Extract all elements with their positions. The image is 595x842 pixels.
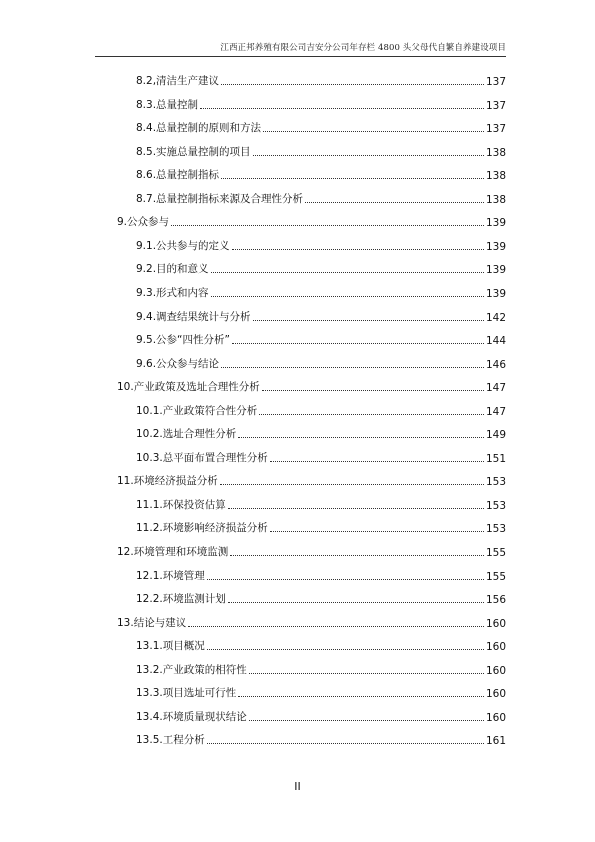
toc-entry[interactable] xyxy=(136,567,506,583)
toc-entry[interactable] xyxy=(136,237,506,253)
toc-entry-label: 9.6.公众参与结论 xyxy=(136,357,220,370)
toc-entry[interactable] xyxy=(136,190,506,206)
toc-entry-page: 138 xyxy=(485,170,506,183)
toc-entry-label: 11.1.环保投资估算 xyxy=(136,498,226,511)
toc-entry[interactable] xyxy=(136,166,506,182)
toc-entry-label: 8.5.实施总量控制的项目 xyxy=(136,145,251,158)
toc-entry[interactable] xyxy=(117,543,506,559)
toc-entry-page: 156 xyxy=(485,594,506,607)
toc-dot-leader xyxy=(228,508,484,509)
toc-dot-leader xyxy=(221,367,484,368)
toc-entry[interactable] xyxy=(136,425,506,441)
toc-entry-label: 10.产业政策及选址合理性分析 xyxy=(117,381,260,394)
toc-entry-label: 8.2,清洁生产建议 xyxy=(136,75,220,87)
toc-entry[interactable] xyxy=(117,378,506,394)
toc-entry-label: 13.结论与建议 xyxy=(117,616,187,629)
toc-dot-leader xyxy=(270,531,484,532)
toc-dot-leader xyxy=(238,437,484,438)
toc-entry-label: 11.环境经济损益分析 xyxy=(117,475,218,488)
toc-entry-label: 8.6.总量控制指标 xyxy=(136,169,220,182)
toc-entry-page: 137 xyxy=(485,76,506,88)
toc-entry[interactable] xyxy=(136,308,506,324)
toc-dot-leader xyxy=(211,272,484,273)
toc-entry[interactable] xyxy=(136,708,506,724)
toc-entry[interactable] xyxy=(136,590,506,606)
toc-entry-label: 9.1.公共参与的定义 xyxy=(136,239,230,252)
toc-entry-page: 139 xyxy=(485,264,506,277)
toc-dot-leader xyxy=(270,461,484,462)
toc-entry-page: 142 xyxy=(485,311,506,324)
toc-entry[interactable] xyxy=(136,731,506,747)
toc-dot-leader xyxy=(253,155,484,156)
toc-dot-leader xyxy=(259,414,484,415)
toc-entry-label: 9.2.目的和意义 xyxy=(136,263,209,276)
toc-entry-label: 13.2.产业政策的相符性 xyxy=(136,663,247,676)
toc-entry-label: 8.3.总量控制 xyxy=(136,98,199,111)
toc-entry-page: 153 xyxy=(485,523,506,536)
toc-entry[interactable] xyxy=(136,260,506,276)
toc-entry-label: 9.4.调查结果统计与分析 xyxy=(136,310,251,323)
toc-entry[interactable] xyxy=(117,472,506,488)
toc-entry-page: 138 xyxy=(485,193,506,206)
toc-entry-label: 13.5.工程分析 xyxy=(136,734,205,747)
toc-entry-label: 9.公众参与 xyxy=(117,216,170,229)
toc-dot-leader xyxy=(305,202,484,203)
toc-entry[interactable] xyxy=(136,637,506,653)
toc-entry-page: 139 xyxy=(485,287,506,300)
toc-dot-leader xyxy=(220,484,484,485)
toc-entry-page: 155 xyxy=(485,570,506,583)
header-rule xyxy=(95,56,506,57)
toc-entry-page: 137 xyxy=(485,123,506,136)
toc-entry[interactable] xyxy=(117,614,506,630)
toc-entry[interactable] xyxy=(117,213,506,229)
toc-dot-leader xyxy=(238,696,484,697)
toc-dot-leader xyxy=(232,249,484,250)
toc-entry-page: 139 xyxy=(485,240,506,253)
toc-entry-page: 139 xyxy=(485,217,506,230)
toc-entry-page: 160 xyxy=(485,664,506,677)
toc-entry-label: 13.3.项目选址可行性 xyxy=(136,687,237,700)
toc-dot-leader xyxy=(221,84,484,85)
toc-dot-leader xyxy=(207,649,484,650)
toc-dot-leader xyxy=(253,320,484,321)
toc-entry-label: 8.4.总量控制的原则和方法 xyxy=(136,122,262,135)
toc-dot-leader xyxy=(249,673,484,674)
toc-entry-page: 137 xyxy=(485,99,506,112)
toc-entry[interactable] xyxy=(136,96,506,112)
toc-entry-label: 10.3.总平面布置合理性分析 xyxy=(136,451,268,464)
running-header: 江西正邦养殖有限公司吉安分公司年存栏 4800 头父母代自繁自养建设项目 xyxy=(220,43,506,53)
toc-dot-leader xyxy=(207,743,484,744)
toc-entry-label: 12.环境管理和环境监测 xyxy=(117,546,229,558)
toc-entry-label: 10.1.产业政策符合性分析 xyxy=(136,404,258,417)
toc-entry-label: 13.4.环境质量现状结论 xyxy=(136,710,247,723)
toc-entry[interactable] xyxy=(136,661,506,677)
toc-entry[interactable] xyxy=(136,284,506,300)
toc-entry[interactable] xyxy=(136,449,506,465)
toc-dot-leader xyxy=(249,720,484,721)
toc-entry-label: 8.7.总量控制指标来源及合理性分析 xyxy=(136,192,304,205)
toc-entry-page: 138 xyxy=(485,146,506,159)
toc-entry[interactable] xyxy=(136,402,506,418)
toc-entry[interactable] xyxy=(136,684,506,700)
toc-entry-page: 147 xyxy=(485,405,506,418)
toc-entry-page: 161 xyxy=(485,735,506,748)
toc-entry-label: 9.3.形式和内容 xyxy=(136,286,209,299)
toc-entry-page: 155 xyxy=(485,547,506,559)
toc-entry-label: 9.5.公参“四性分析” xyxy=(136,334,230,347)
toc-entry-label: 12.2.环境监测计划 xyxy=(136,593,226,606)
toc-dot-leader xyxy=(232,343,484,344)
toc-dot-leader xyxy=(211,296,484,297)
toc-dot-leader xyxy=(221,178,484,179)
toc-entry-label: 10.2.选址合理性分析 xyxy=(136,428,237,441)
toc-entry[interactable] xyxy=(136,72,506,88)
toc-dot-leader xyxy=(262,390,484,391)
toc-dot-leader xyxy=(230,555,484,556)
toc-entry-page: 160 xyxy=(485,641,506,654)
toc-entry[interactable] xyxy=(136,119,506,135)
toc-entry-label: 13.1.项目概况 xyxy=(136,640,205,653)
toc-entry-page: 144 xyxy=(485,335,506,348)
toc-entry-label: 11.2.环境影响经济损益分析 xyxy=(136,522,268,535)
toc-entry[interactable] xyxy=(136,496,506,512)
toc-entry-label: 12.1.环境管理 xyxy=(136,569,205,582)
toc-entry-page: 160 xyxy=(485,688,506,701)
toc-dot-leader xyxy=(263,131,484,132)
toc-entry-page: 147 xyxy=(485,382,506,395)
toc-dot-leader xyxy=(200,108,484,109)
toc-entry-page: 153 xyxy=(485,499,506,512)
page-number: II xyxy=(294,780,301,793)
toc-dot-leader xyxy=(228,602,484,603)
toc-entry[interactable] xyxy=(136,331,506,347)
toc-entry-page: 146 xyxy=(485,358,506,371)
toc-entry-page: 160 xyxy=(485,617,506,630)
toc-dot-leader xyxy=(188,626,484,627)
toc-entry-page: 149 xyxy=(485,429,506,442)
toc-dot-leader xyxy=(207,579,484,580)
toc-entry[interactable] xyxy=(136,143,506,159)
toc-entry-page: 153 xyxy=(485,476,506,489)
toc-entry[interactable] xyxy=(136,355,506,371)
toc-entry-page: 151 xyxy=(485,452,506,465)
toc-dot-leader xyxy=(171,225,484,226)
toc-entry[interactable] xyxy=(136,519,506,535)
toc-entry-page: 160 xyxy=(485,711,506,724)
